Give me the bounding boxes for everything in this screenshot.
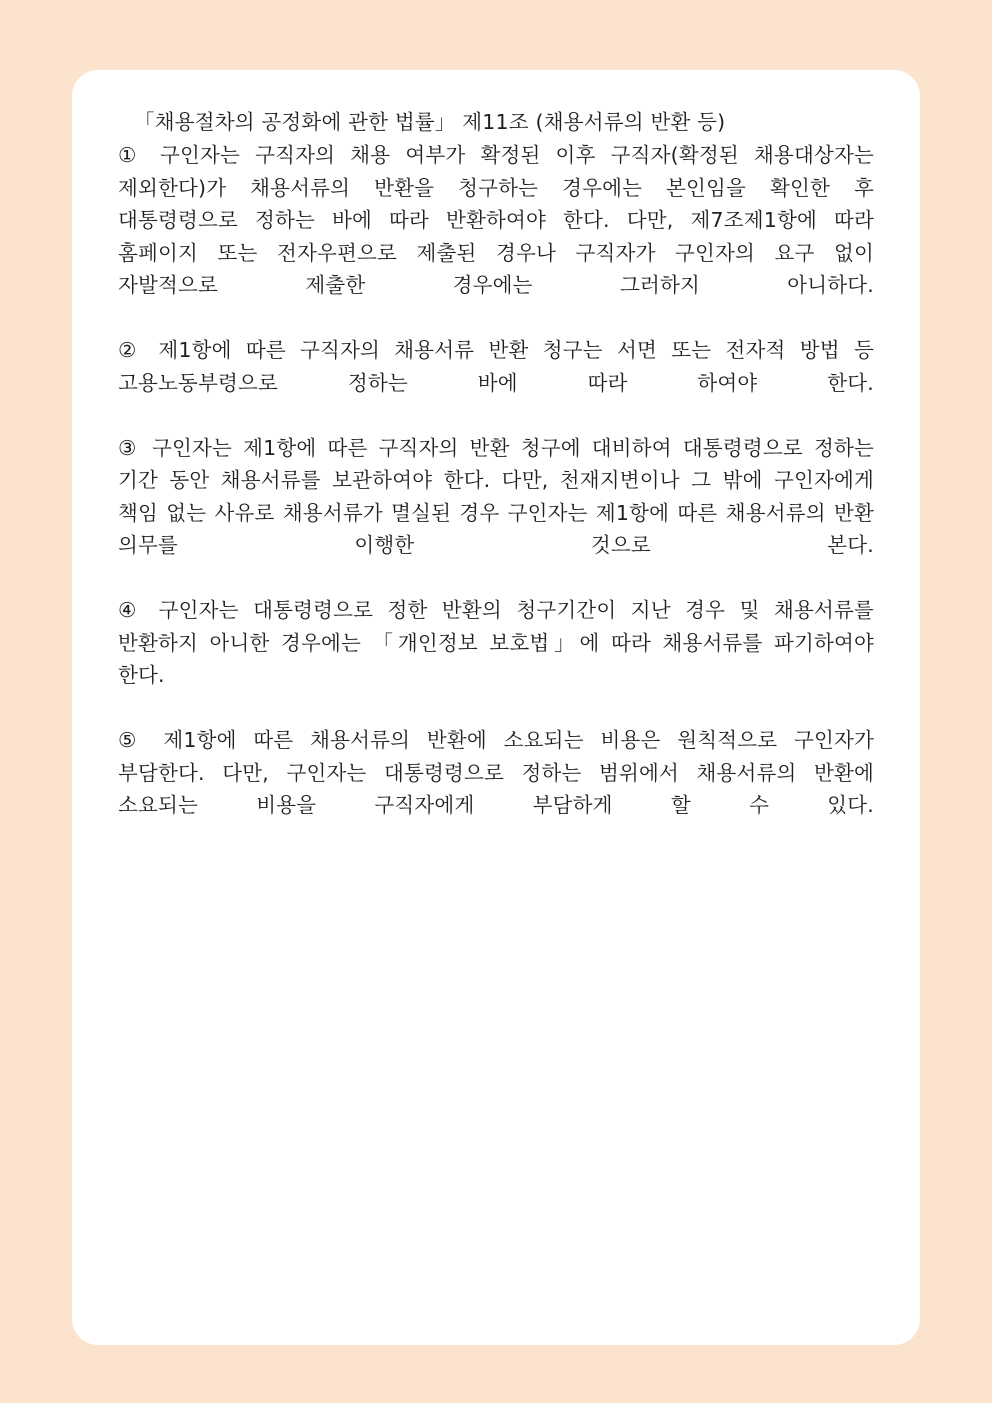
clause-paragraph-2: ② 제1항에 따른 구직자의 채용서류 반환 청구는 서면 또는 전자적 방법 등 고용노동부령으로 정하는 바에 따라 하여야 한다. — [118, 338, 874, 395]
document-card — [72, 70, 920, 1345]
clause-paragraph-1: ① 구인자는 구직자의 채용 여부가 확정된 이후 구직자(확정된 채용대상자는 제외한다)가 채용서류의 반환을 청구하는 경우에는 본인임을 확인한 후 대통령령으로 정하는 바에 따라 반환하여야 한다. 다만, 제7조제1항에 따라 홈페이지 또는 전자우편으로 제출된 경우나 구직자가 구인자의 요구 없이 자발적으로 제출한 경우에는 그러하지 아니하다. — [118, 143, 874, 298]
document-body — [118, 106, 874, 854]
clause-paragraph-3: ③ 구인자는 제1항에 따른 구직자의 반환 청구에 대비하여 대통령령으로 정하는 기간 동안 채용서류를 보관하여야 한다. 다만, 천재지변이나 그 밖에 구인자에게 책임 없는 사유로 채용서류가 멸실된 경우 구인자는 제1항에 따른 채용서류의 반환 의무를 이행한 것으로 본다. — [118, 435, 874, 558]
clause-paragraph-5: ⑤ 제1항에 따른 채용서류의 반환에 소요되는 비용은 원칙적으로 구인자가 부담한다. 다만, 구인자는 대통령령으로 정하는 범위에서 채용서류의 반환에 소요되는 비용을 구직자에게 부담하게 할 수 있다. — [118, 728, 874, 818]
page-title: 「채용절차의 공정화에 관한 법률」 제11조 (채용서류의 반환 등) — [134, 110, 726, 134]
clause-paragraph-4: ④ 구인자는 대통령령으로 정한 반환의 청구기간이 지난 경우 및 채용서류를 반환하지 아니한 경우에는 「개인정보 보호법」에 따라 채용서류를 파기하여야 한다. — [118, 598, 874, 688]
